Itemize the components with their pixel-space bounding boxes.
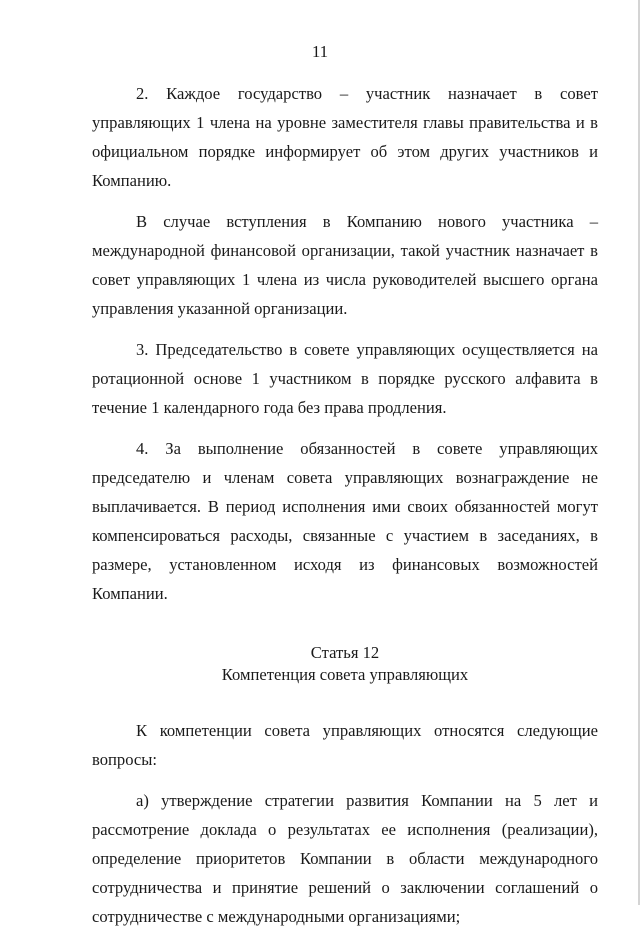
paragraph-4-remuneration: 4. За выполнение обязанностей в совете управляющих председателю и членам совета управляющих вознаграждение не выплачивается. В период исполнения ими своих обязанностей могут компенсироваться расходы, связанные с участием в заседаниях, в размере, установленном исходя из финансовых возможностей Компании. xyxy=(92,439,598,603)
paragraph-new-participant: В случае вступления в Компанию нового участника – международной финансовой организации, такой участник назначает в совет управляющих 1 члена из числа руководителей высшего органа управления указанной организации. xyxy=(92,212,598,318)
article-title: Компетенция совета управляющих xyxy=(221,665,469,684)
paragraph-3-chairmanship: 3. Председательство в совете управляющих осуществляется на ротационной основе 1 участником в порядке русского алфавита в течение 1 календарного года без права продления. xyxy=(92,340,598,417)
page-number: 11 xyxy=(311,42,329,61)
paragraph-2-appointment: 2. Каждое государство – участник назначает в совет управляющих 1 члена на уровне заместителя главы правительства и в официальном порядке информирует об этом других участников и Компанию. xyxy=(92,84,598,190)
article-number: Статья 12 xyxy=(310,643,380,662)
paragraph-item-a: а) утверждение стратегии развития Компании на 5 лет и рассмотрение доклада о результатах ее исполнения (реализации), определение приоритетов Компании в области международного сотрудничества и принятие решений о заключении соглашений о сотрудничестве с международными организациями; xyxy=(92,791,598,926)
paragraph-competence-intro: К компетенции совета управляющих относятся следующие вопросы: xyxy=(92,721,598,769)
document-body xyxy=(92,79,598,943)
article-header xyxy=(92,642,598,686)
